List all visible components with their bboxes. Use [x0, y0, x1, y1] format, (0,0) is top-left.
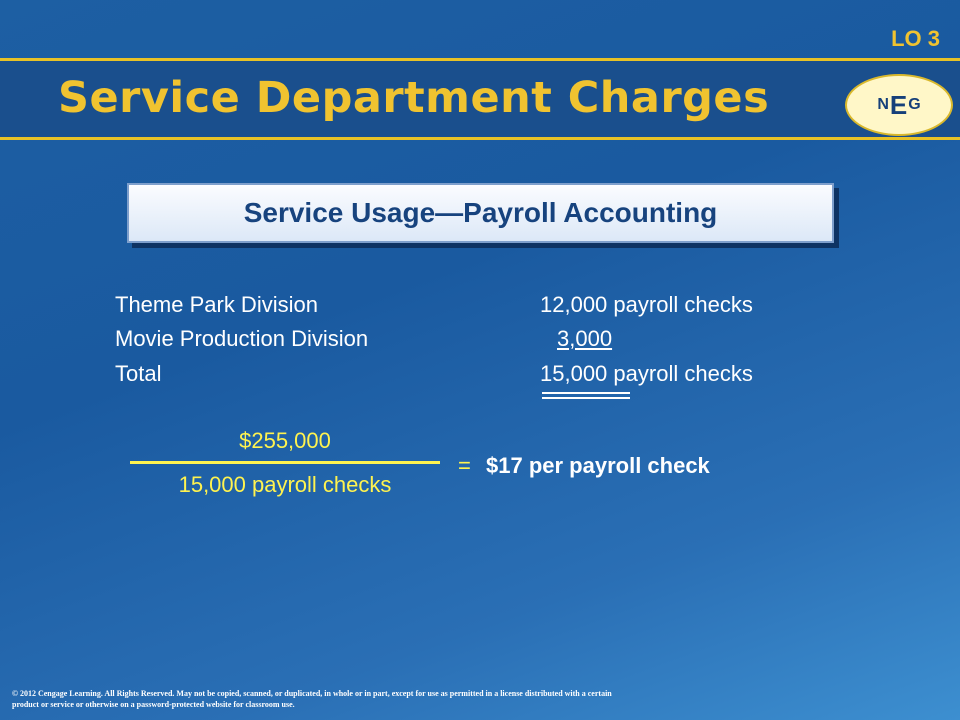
copyright-notice: © 2012 Cengage Learning. All Rights Reserved. May not be copied, scanned, or duplicated, in whole or in part, except for use as permitted in a license distributed with a certain product or service or otherwise on a password-protected website for classroom use.	[12, 689, 612, 709]
unit: payroll checks	[613, 361, 753, 386]
fraction-numerator: $255,000	[239, 428, 331, 453]
neg-badge-g: G	[908, 96, 921, 113]
unit: payroll checks	[613, 292, 753, 317]
row-label-movie-production: Movie Production Division	[115, 326, 369, 351]
rate-result: $17 per payroll check	[486, 453, 710, 478]
slide-title: Service Department Charges	[58, 73, 770, 123]
neg-badge-e: E	[889, 89, 908, 120]
value: 15,000	[540, 361, 608, 386]
row-label-total: Total	[115, 361, 162, 386]
total-double-underline-bottom	[542, 397, 630, 399]
learning-objective-label: LO 3	[891, 26, 940, 51]
subtitle-box	[127, 183, 834, 243]
neg-badge	[845, 74, 953, 136]
row-value-total	[540, 361, 753, 387]
row-value-theme-park	[540, 292, 753, 318]
subtitle-text: Service Usage—Payroll Accounting	[243, 197, 718, 228]
row-value-movie-production	[540, 326, 612, 352]
equals-sign: =	[458, 453, 471, 478]
fraction-denominator: 15,000 payroll checks	[178, 472, 392, 497]
row-label-theme-park: Theme Park Division	[115, 292, 318, 317]
value-underlined: 3,000	[557, 326, 613, 351]
neg-badge-n: N	[877, 96, 889, 113]
fraction-bar	[130, 461, 440, 464]
value: 12,000	[540, 292, 608, 317]
total-double-underline-top	[542, 392, 630, 394]
